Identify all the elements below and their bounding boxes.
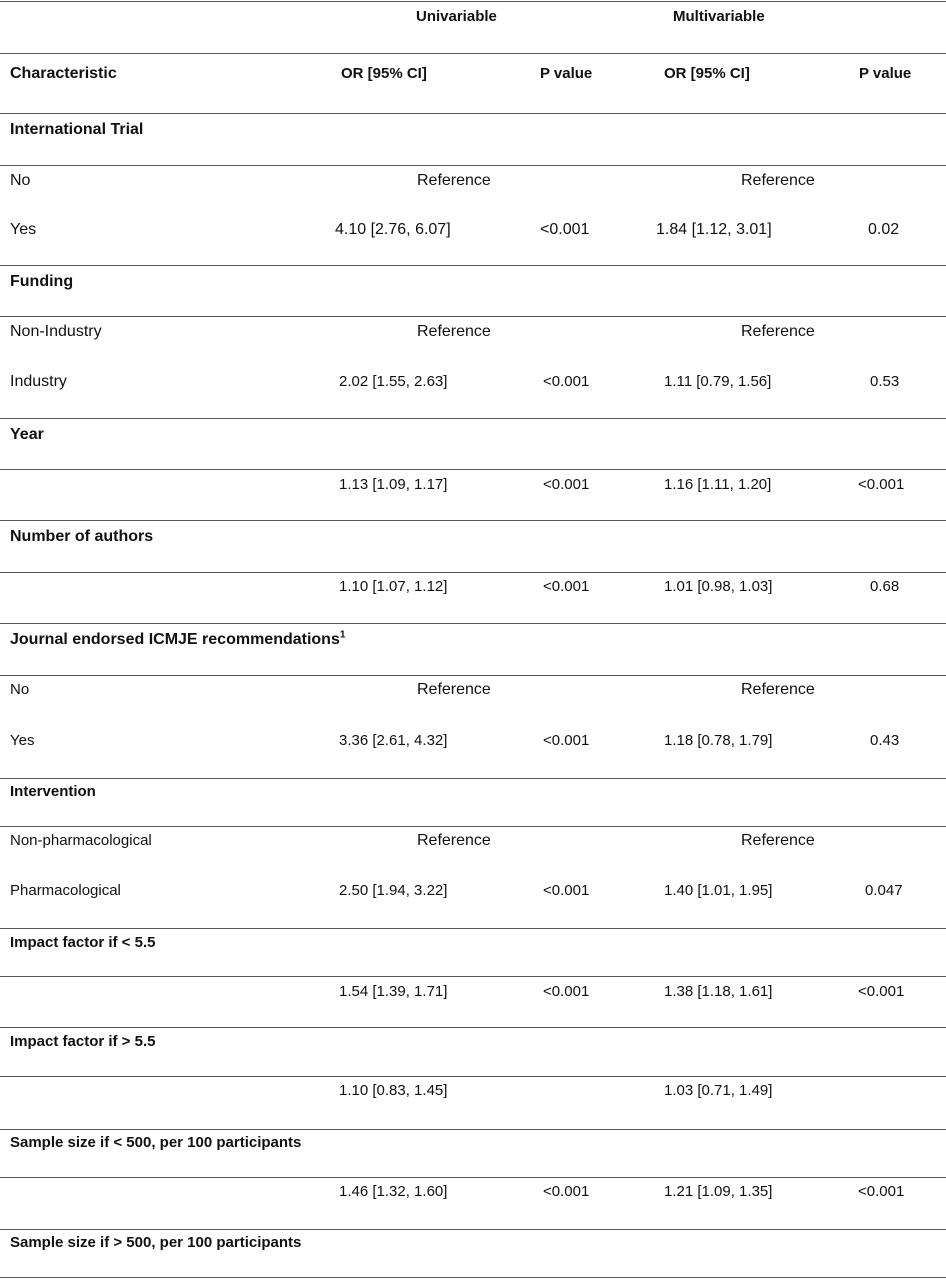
p-univariable: <0.001: [543, 373, 590, 390]
row-label: Industry: [10, 373, 67, 390]
header-bottom-rule: [0, 113, 946, 114]
row-rule: [0, 1277, 946, 1278]
p-univariable: <0.001: [543, 882, 590, 899]
reference-multivariable: Reference: [741, 832, 815, 849]
or-univariable: 1.13 [1.09, 1.17]: [339, 476, 448, 493]
row-rule: [0, 1177, 946, 1178]
row-label: Yes: [10, 221, 37, 238]
row-rule: [0, 623, 946, 624]
or-multivariable: 1.21 [1.09, 1.35]: [664, 1183, 773, 1200]
or-multivariable: 1.01 [0.98, 1.03]: [664, 578, 773, 595]
p-univariable: <0.001: [543, 1183, 590, 1200]
p-multivariable: 0.047: [865, 882, 903, 899]
section-label: Sample size if < 500, per 100 participants: [10, 1134, 302, 1151]
col-or-univariable-header: OR [95% CI]: [341, 65, 427, 82]
row-label: Non-pharmacological: [10, 832, 152, 849]
row-label: No: [10, 172, 31, 189]
section-label: Funding: [10, 273, 74, 290]
table-top-rule: [0, 1, 946, 2]
row-label: Yes: [10, 732, 35, 749]
group-multivariable-heading: Multivariable: [673, 8, 765, 25]
col-characteristic-header: Characteristic: [10, 65, 117, 82]
col-or-multivariable-header: OR [95% CI]: [664, 65, 750, 82]
p-multivariable: <0.001: [858, 1183, 905, 1200]
reference-univariable: Reference: [417, 681, 491, 698]
p-univariable: <0.001: [543, 732, 590, 749]
or-univariable: 3.36 [2.61, 4.32]: [339, 732, 448, 749]
or-multivariable: 1.40 [1.01, 1.95]: [664, 882, 773, 899]
p-multivariable: 0.53: [870, 373, 900, 390]
or-multivariable: 1.38 [1.18, 1.61]: [664, 983, 773, 1000]
row-rule: [0, 316, 946, 317]
section-label: Number of authors: [10, 528, 154, 545]
or-multivariable: 1.18 [0.78, 1.79]: [664, 732, 773, 749]
row-rule: [0, 1129, 946, 1130]
section-label: Year: [10, 426, 44, 443]
section-label: Sample size if > 500, per 100 participants: [10, 1234, 302, 1251]
p-univariable: <0.001: [543, 578, 590, 595]
header-rule: [0, 53, 946, 54]
footnote-marker: 1: [339, 629, 346, 641]
p-multivariable: 0.02: [868, 221, 900, 238]
or-univariable: 1.10 [0.83, 1.45]: [339, 1082, 448, 1099]
row-rule: [0, 976, 946, 977]
p-multivariable: 0.68: [870, 578, 900, 595]
p-multivariable: 0.43: [870, 732, 900, 749]
or-univariable: 1.46 [1.32, 1.60]: [339, 1183, 448, 1200]
group-univariable-heading: Univariable: [416, 8, 497, 25]
row-rule: [0, 675, 946, 676]
or-univariable: 2.02 [1.55, 2.63]: [339, 373, 448, 390]
or-multivariable: 1.03 [0.71, 1.49]: [664, 1082, 773, 1099]
reference-univariable: Reference: [417, 172, 491, 189]
reference-univariable: Reference: [417, 832, 491, 849]
row-rule: [0, 520, 946, 521]
reference-univariable: Reference: [417, 323, 491, 340]
row-rule: [0, 572, 946, 573]
row-rule: [0, 1229, 946, 1230]
section-label: International Trial: [10, 121, 144, 138]
row-rule: [0, 826, 946, 827]
p-multivariable: <0.001: [858, 983, 905, 1000]
reference-multivariable: Reference: [741, 172, 815, 189]
row-rule: [0, 778, 946, 779]
section-label: Journal endorsed ICMJE recommendations$^1$: [10, 629, 346, 648]
p-univariable: <0.001: [543, 983, 590, 1000]
section-label: Impact factor if < 5.5: [10, 934, 156, 951]
row-rule: [0, 928, 946, 929]
p-univariable: <0.001: [543, 476, 590, 493]
reference-multivariable: Reference: [741, 323, 815, 340]
or-multivariable: 1.16 [1.11, 1.20]: [664, 476, 772, 493]
row-label: No: [10, 681, 30, 698]
row-label: Non-Industry: [10, 323, 102, 340]
row-label: Pharmacological: [10, 882, 121, 899]
row-rule: [0, 1076, 946, 1077]
or-univariable: 2.50 [1.94, 3.22]: [339, 882, 448, 899]
row-rule: [0, 469, 946, 470]
col-p-univariable-header: P value: [540, 65, 593, 82]
reference-multivariable: Reference: [741, 681, 815, 698]
row-rule: [0, 1027, 946, 1028]
row-rule: [0, 165, 946, 166]
section-label: Impact factor if > 5.5: [10, 1033, 156, 1050]
row-rule: [0, 265, 946, 266]
or-multivariable: 1.84 [1.12, 3.01]: [656, 221, 772, 238]
col-p-multivariable-header: P value: [859, 65, 912, 82]
or-univariable: 1.54 [1.39, 1.71]: [339, 983, 448, 1000]
section-label: Intervention: [10, 783, 96, 800]
p-univariable: <0.001: [540, 221, 590, 238]
row-rule: [0, 418, 946, 419]
or-multivariable: 1.11 [0.79, 1.56]: [664, 373, 772, 390]
or-univariable: 1.10 [1.07, 1.12]: [339, 578, 448, 595]
or-univariable: 4.10 [2.76, 6.07]: [335, 221, 451, 238]
p-multivariable: <0.001: [858, 476, 905, 493]
